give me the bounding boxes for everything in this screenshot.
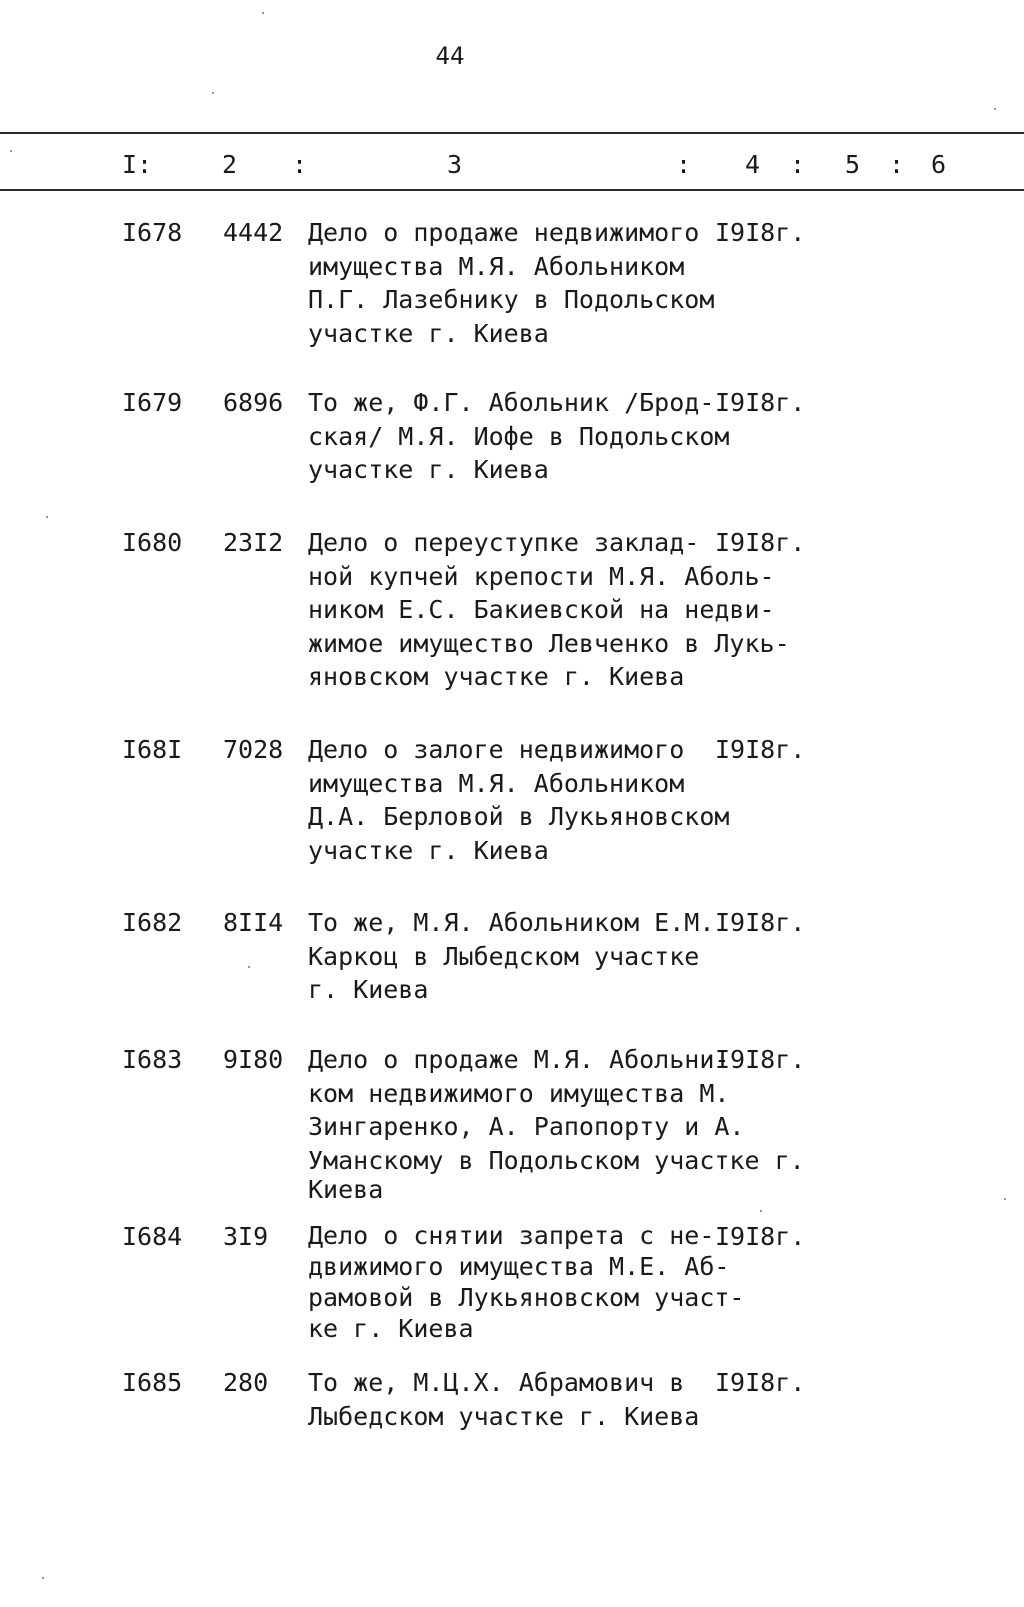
column-header-4: 4 <box>745 150 761 179</box>
entry-description <box>308 1366 728 1433</box>
entry-number: I679 <box>122 388 183 417</box>
description-line: Дело о переуступке заклад- <box>308 528 700 557</box>
header-bottom-rule <box>0 189 1024 191</box>
column-header-5: 5 <box>845 150 861 179</box>
scan-speck <box>42 1577 44 1579</box>
description-line: имущества М.Я. Абольником <box>308 768 685 798</box>
description-line: ной купчей крепости М.Я. Аболь- <box>308 561 775 591</box>
description-line: жимое имущество Левченко в Лукь- <box>308 628 790 658</box>
description-line: Киева <box>308 1175 384 1204</box>
description-line: ком недвижимого имущества М. <box>308 1078 730 1108</box>
entry-file-code: 6896 <box>223 388 284 417</box>
entry-year: I9I8г. <box>715 1045 806 1074</box>
description-line: П.Г. Лазебнику в Подольском <box>308 285 715 314</box>
column-header-1: I: <box>122 150 153 179</box>
column-separator: : <box>676 150 692 179</box>
column-separator: : <box>889 150 905 179</box>
description-line: То же, М.Я. Абольником Е.М. <box>308 908 715 937</box>
description-line: участке г. Киева <box>308 455 549 484</box>
entry-number: I682 <box>122 908 183 937</box>
description-line: Уманскому в Подольском участке г. <box>308 1145 805 1175</box>
description-line: То же, М.Ц.Х. Абрамович в <box>308 1368 685 1397</box>
entry-file-code: 7028 <box>223 735 284 764</box>
scan-speck <box>262 12 264 14</box>
entry-number: I680 <box>122 528 183 557</box>
description-line: То же, Ф.Г. Абольник /Брод- <box>308 388 715 417</box>
description-line: Дело о залоге недвижимого <box>308 735 685 764</box>
entry-year: I9I8г. <box>715 908 806 937</box>
description-line: яновском участке г. Киева <box>308 662 685 691</box>
entry-number: I683 <box>122 1045 183 1074</box>
scan-speck <box>760 1210 762 1212</box>
description-line: Зингаренко, А. Рапопорту и А. <box>308 1112 745 1141</box>
column-header-6: 6 <box>931 150 947 179</box>
description-line: Лыбедском участке г. Киева <box>308 1401 700 1431</box>
description-line: ке г. Киева <box>308 1314 474 1343</box>
scan-speck <box>248 966 250 968</box>
entry-year: I9I8г. <box>715 528 806 557</box>
description-line: рамовой в Лукьяновском участ- <box>308 1283 745 1312</box>
entry-description <box>308 216 728 350</box>
entry-description <box>308 386 728 487</box>
header-top-rule <box>0 132 1024 134</box>
description-line: Д.А. Берловой в Лукьяновском <box>308 802 730 831</box>
entry-number: I685 <box>122 1368 183 1397</box>
entry-description <box>308 906 728 1007</box>
entry-number: I68I <box>122 735 183 764</box>
entry-file-code: 8II4 <box>223 908 284 937</box>
entry-number: I678 <box>122 218 183 247</box>
description-line: участке г. Киева <box>308 835 549 865</box>
description-line: имущества М.Я. Абольником <box>308 251 685 281</box>
column-header-2: 2 <box>222 150 238 179</box>
entry-file-code: 3I9 <box>223 1222 269 1251</box>
description-line: ником Е.С. Бакиевской на недви- <box>308 595 775 624</box>
entry-year: I9I8г. <box>715 1222 806 1251</box>
description-line: участке г. Киева <box>308 318 549 348</box>
entry-year: I9I8г. <box>715 1368 806 1397</box>
entry-file-code: 280 <box>223 1368 269 1397</box>
description-line: ская/ М.Я. Иофе в Подольском <box>308 421 730 451</box>
scan-speck <box>994 108 996 110</box>
scan-speck <box>10 150 12 152</box>
entry-file-code: 4442 <box>223 218 284 247</box>
page-number: 44 <box>435 42 465 70</box>
description-line: Дело о продаже недвижимого <box>308 218 700 247</box>
entry-description <box>308 1220 745 1344</box>
column-separator: : <box>790 150 806 179</box>
scan-speck <box>212 92 214 94</box>
entry-description <box>308 733 728 867</box>
entry-file-code: 23I2 <box>223 528 284 557</box>
scan-speck <box>46 516 48 518</box>
entry-file-code: 9I80 <box>223 1045 284 1074</box>
entry-number: I684 <box>122 1222 183 1251</box>
column-header-3: 3 <box>447 150 463 179</box>
description-line: Каркоц в Лыбедском участке <box>308 941 700 971</box>
column-separator: : <box>292 150 308 179</box>
entry-year: I9I8г. <box>715 388 806 417</box>
entry-year: I9I8г. <box>715 218 806 247</box>
description-line: Дело о продаже М.Я. Абольни- <box>308 1045 730 1074</box>
description-line: Дело о снятии запрета с не- <box>308 1221 715 1250</box>
scan-speck <box>1004 1198 1006 1200</box>
description-line: г. Киева <box>308 975 429 1004</box>
description-line: движимого имущества М.Е. Аб- <box>308 1252 730 1281</box>
entry-year: I9I8г. <box>715 735 806 764</box>
